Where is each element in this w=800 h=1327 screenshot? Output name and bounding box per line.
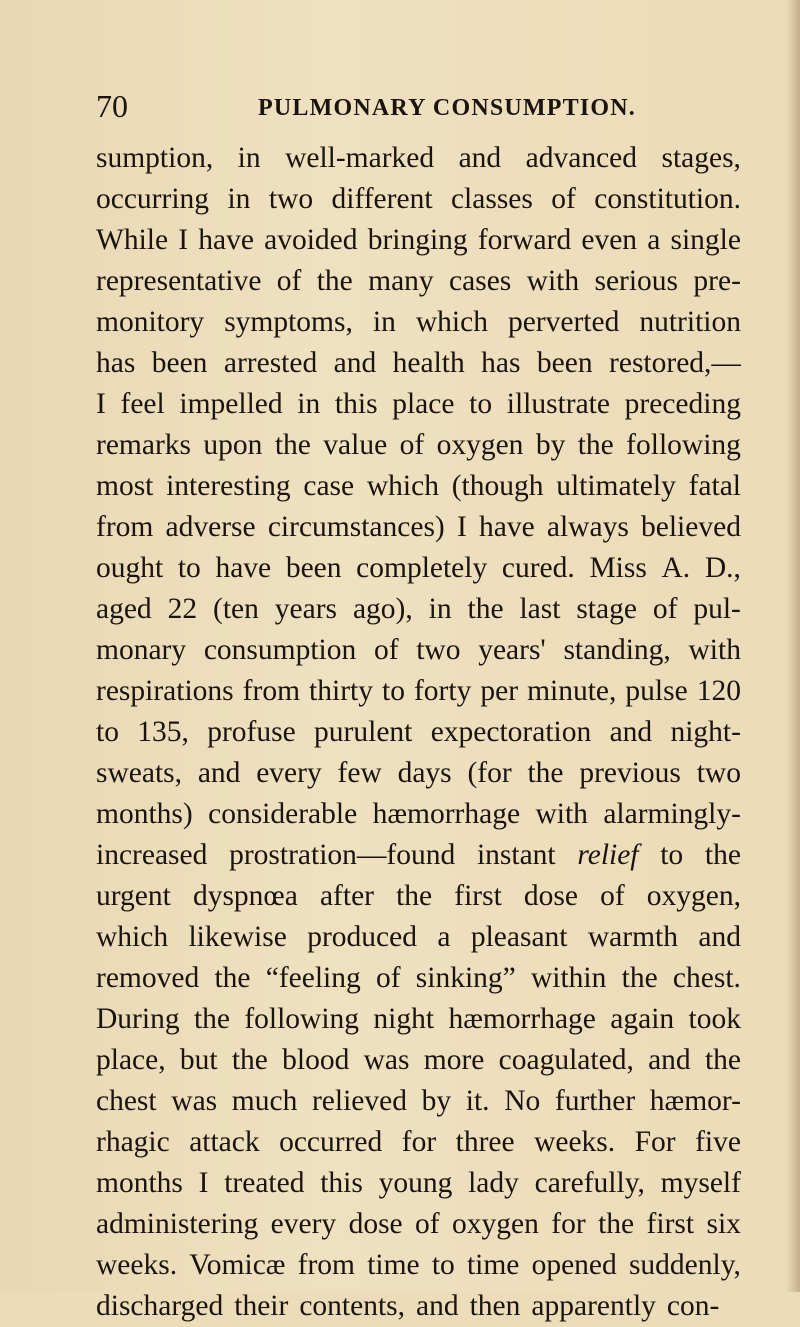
text-line: which likewise produced a pleasant warmth and: [96, 921, 741, 953]
text-line: urgent dyspnœa after the first dose of oxygen,: [96, 880, 741, 912]
text-line: most interesting case which (though ultimately fatal: [96, 470, 741, 502]
text-line: increased prostration—found instant relief to the: [96, 839, 741, 871]
text-line: I feel impelled in this place to illustrate preceding: [96, 388, 741, 420]
text-line: has been arrested and health has been restored,—: [96, 347, 741, 379]
text-line: aged 22 (ten years ago), in the last stage of pul-: [96, 593, 741, 625]
text-line: from adverse circumstances) I have always believed: [96, 511, 741, 543]
text-line: occurring in two different classes of constitution.: [96, 183, 741, 215]
text-line: discharged their contents, and then apparently con-: [96, 1290, 720, 1322]
body-text: [96, 138, 741, 1327]
text-line: place, but the blood was more coagulated, and the: [96, 1044, 741, 1076]
text-line: weeks. Vomicæ from time to time opened suddenly,: [96, 1249, 741, 1281]
text-line: respirations from thirty to forty per minute, pulse 120: [96, 675, 741, 707]
page-edge-shadow: [786, 0, 800, 1292]
text-line: representative of the many cases with serious pre-: [96, 265, 741, 297]
running-head: PULMONARY CONSUMPTION.: [258, 95, 636, 121]
page-number: 70: [96, 88, 128, 124]
text-line: monitory symptoms, in which perverted nutrition: [96, 306, 741, 338]
text-line: During the following night hæmorrhage again took: [96, 1003, 741, 1035]
text-line: sweats, and every few days (for the previous two: [96, 757, 741, 789]
text-line: sumption, in well-marked and advanced stages,: [96, 142, 741, 174]
text-line: monary consumption of two years' standing, with: [96, 634, 741, 666]
text-line: While I have avoided bringing forward even a single: [96, 224, 741, 256]
page-header: [96, 86, 716, 126]
text-line: administering every dose of oxygen for the first six: [96, 1208, 741, 1240]
text-line: ought to have been completely cured. Miss A. D.,: [96, 552, 741, 584]
text-line: months I treated this young lady carefully, myself: [96, 1167, 741, 1199]
text-line: rhagic attack occurred for three weeks. For five: [96, 1126, 741, 1158]
text-line: to 135, profuse purulent expectoration and night-: [96, 716, 741, 748]
text-line: chest was much relieved by it. No further hæmor-: [96, 1085, 741, 1117]
text-line: removed the “feeling of sinking” within the chest.: [96, 962, 741, 994]
text-line: remarks upon the value of oxygen by the following: [96, 429, 741, 461]
text-line: months) considerable hæmorrhage with alarmingly-: [96, 798, 741, 830]
